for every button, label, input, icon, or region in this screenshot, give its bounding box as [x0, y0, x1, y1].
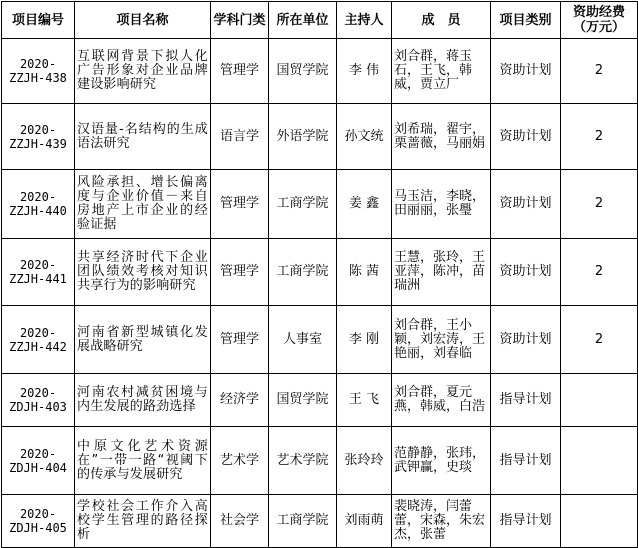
- project-members: 刘希瑞，翟宇，栗蔷薇，马丽娟: [392, 104, 491, 170]
- table-row: [2, 306, 638, 374]
- project-code: 2020-ZZJH-442: [2, 306, 75, 374]
- project-host: 姜 鑫: [337, 170, 392, 239]
- project-host: 李 刚: [337, 306, 392, 374]
- header-discipline: 学科门类: [211, 2, 269, 39]
- header-unit: 所在单位: [269, 2, 337, 39]
- project-name: 汉语量-名结构的生成语法研究: [75, 104, 211, 170]
- project-discipline: 管理学: [211, 306, 269, 374]
- project-host: 刘雨萌: [337, 495, 392, 548]
- project-discipline: 艺术学: [211, 427, 269, 495]
- project-code: 2020-ZZJH-440: [2, 170, 75, 239]
- project-unit: 人事室: [269, 306, 337, 374]
- project-discipline: 社会学: [211, 495, 269, 548]
- project-category: 资助计划: [491, 306, 561, 374]
- project-category: 指导计划: [491, 374, 561, 427]
- project-discipline: 管理学: [211, 170, 269, 239]
- project-name: 互联网背景下拟人化广告形象对企业品牌建设影响研究: [75, 39, 211, 104]
- table-row: [2, 39, 638, 104]
- project-name: 河南农村减贫困境与内生发展的路劲选择: [75, 374, 211, 427]
- project-unit: 工商学院: [269, 239, 337, 306]
- project-unit: 工商学院: [269, 495, 337, 548]
- table-row: [2, 239, 638, 306]
- project-code: 2020-ZZJH-438: [2, 39, 75, 104]
- project-discipline: 语言学: [211, 104, 269, 170]
- project-host: 孙文统: [337, 104, 392, 170]
- table-row: [2, 495, 638, 548]
- project-unit: 艺术学院: [269, 427, 337, 495]
- project-category: 资助计划: [491, 39, 561, 104]
- project-host: 张玲玲: [337, 427, 392, 495]
- project-unit: 国贸学院: [269, 39, 337, 104]
- header-name: 项目名称: [75, 2, 211, 39]
- project-name: 共享经济时代下企业团队绩效考核对知识共享行为的影响研究: [75, 239, 211, 306]
- project-code: 2020-ZDJH-404: [2, 427, 75, 495]
- project-members: 裴晓涛，闫蕾蕾，宋森，朱宏杰，张蕾: [392, 495, 491, 548]
- table-row: [2, 427, 638, 495]
- project-funding: [561, 374, 638, 427]
- project-members: 王慧，张玲，王亚萍，陈冲，苗瑞洲: [392, 239, 491, 306]
- project-category: 指导计划: [491, 495, 561, 548]
- project-code: 2020-ZDJH-405: [2, 495, 75, 548]
- project-discipline: 管理学: [211, 39, 269, 104]
- project-name: 风险承担、增长偏离度与企业价值－来自房地产上市企业的经验证据: [75, 170, 211, 239]
- project-name: 学校社会工作介入高校学生管理的路径探析: [75, 495, 211, 548]
- project-funding: [561, 495, 638, 548]
- project-members: 刘合群，夏元燕，韩威，白浩: [392, 374, 491, 427]
- project-unit: 外语学院: [269, 104, 337, 170]
- project-discipline: 管理学: [211, 239, 269, 306]
- project-members: 马玉洁，李晓，田丽丽，张璺: [392, 170, 491, 239]
- project-funding: 2: [561, 239, 638, 306]
- project-category: 指导计划: [491, 427, 561, 495]
- header-category: 项目类别: [491, 2, 561, 39]
- header-code: 项目编号: [2, 2, 75, 39]
- project-code: 2020-ZZJH-439: [2, 104, 75, 170]
- project-category: 资助计划: [491, 104, 561, 170]
- header-row: [2, 2, 638, 39]
- header-funding: 资助经费（万元）: [561, 2, 638, 39]
- project-host: 王 飞: [337, 374, 392, 427]
- project-discipline: 经济学: [211, 374, 269, 427]
- project-funding: 2: [561, 104, 638, 170]
- table-row: [2, 374, 638, 427]
- project-name: 河南省新型城镇化发展战略研究: [75, 306, 211, 374]
- header-host: 主持人: [337, 2, 392, 39]
- project-funding: 2: [561, 170, 638, 239]
- project-unit: 国贸学院: [269, 374, 337, 427]
- project-code: 2020-ZDJH-403: [2, 374, 75, 427]
- project-code: 2020-ZZJH-441: [2, 239, 75, 306]
- table-row: [2, 170, 638, 239]
- project-category: 资助计划: [491, 170, 561, 239]
- project-funding: [561, 427, 638, 495]
- project-funding: 2: [561, 39, 638, 104]
- project-table: [1, 1, 638, 548]
- project-funding: 2: [561, 306, 638, 374]
- project-host: 李 伟: [337, 39, 392, 104]
- project-host: 陈 茜: [337, 239, 392, 306]
- header-members: 成 员: [392, 2, 491, 39]
- project-members: 范静静，张玮，武钾赢，史琰: [392, 427, 491, 495]
- project-category: 资助计划: [491, 239, 561, 306]
- table-row: [2, 104, 638, 170]
- project-name: 中原文化艺术资源在”一带一路“视阈下的传承与发展研究: [75, 427, 211, 495]
- project-members: 刘合群，蒋玉石，王飞，韩威，贾立厂: [392, 39, 491, 104]
- project-unit: 工商学院: [269, 170, 337, 239]
- project-members: 刘合群，王小颖，刘宏涛，王艳丽，刘春临: [392, 306, 491, 374]
